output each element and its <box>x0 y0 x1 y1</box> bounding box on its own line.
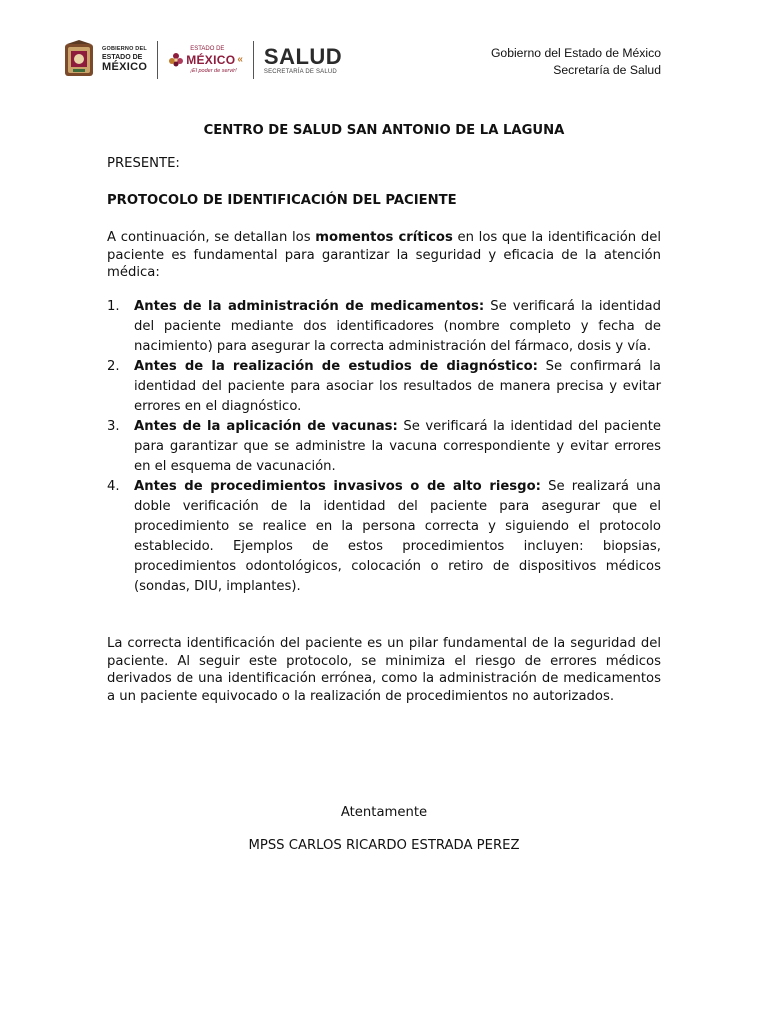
signer-name: MPSS CARLOS RICARDO ESTRADA PEREZ <box>248 838 520 853</box>
edomex-logo-line3: MÉXICO <box>102 60 148 73</box>
header-logos <box>62 38 342 82</box>
intro-text-before: A continuación, se detallan los <box>107 230 316 245</box>
list-item <box>107 357 661 417</box>
list-item-number: 1. <box>107 299 120 314</box>
estado-de-mexico-logo <box>168 46 243 75</box>
list-item-heading: Antes de procedimientos invasivos o de alto riesgo: <box>134 479 541 494</box>
salud-logo-title: SALUD <box>263 43 343 69</box>
protocol-title: PROTOCOLO DE IDENTIFICACIÓN DEL PACIENTE <box>107 193 457 208</box>
mexico-logo-line2: MÉXICO <box>186 52 236 67</box>
list-item-number: 3. <box>107 419 120 434</box>
government-heading <box>491 45 661 79</box>
list-item-number: 2. <box>107 359 120 374</box>
edomex-logo-line2: ESTADO DE <box>102 53 143 61</box>
greeting: PRESENTE: <box>107 156 180 171</box>
list-item-number: 4. <box>107 479 120 494</box>
list-item <box>107 297 661 357</box>
closing-paragraph: La correcta identificación del paciente es un pilar fundamental de la seguridad del paciente. Al seguir este protocolo, se minimiza el riesgo de errores médicos derivados de una identificación errónea, como la administración de medicamentos a un paciente equivocado o la realización de procedimientos no autorizados. <box>107 636 661 704</box>
intro-paragraph <box>107 229 661 282</box>
list-item-text: Se verificará la identidad del paciente para garantizar que se administre la vacuna correspondiente y evitar errores en el esquema de vacunación. <box>134 419 662 474</box>
chevron-ornament-icon: « <box>237 53 243 65</box>
salud-logo-subtitle: SECRETARÍA DE SALUD <box>263 68 337 75</box>
farewell: Atentamente <box>340 805 428 820</box>
logo-divider <box>253 41 254 79</box>
intro-text-after: en los que la identificación del paciente es fundamental para garantizar la seguridad y eficacia de la atención médica: <box>107 230 661 280</box>
mexico-logo-line1: ESTADO DE <box>190 45 225 52</box>
edomex-logo-text <box>102 47 147 73</box>
secretariat-line: Secretaría de Salud <box>553 63 661 77</box>
edomex-logo-line1: GOBIERNO DEL <box>102 46 147 53</box>
list-item-heading: Antes de la aplicación de vacunas: <box>134 419 398 434</box>
salud-logo <box>263 43 343 75</box>
flower-logo-icon <box>168 52 184 68</box>
list-item-heading: Antes de la realización de estudios de diagnóstico: <box>134 359 538 374</box>
intro-bold-text: momentos críticos <box>315 230 453 245</box>
logo-divider <box>157 41 158 79</box>
list-item-text: Se realizará una doble verificación de la identidad del paciente para asegurar que el procedimiento se realice en la persona correcta y siguiendo el protocolo establecido. Ejemplos de estos procedimientos incluyen: biopsias, procedimientos odontológicos, colocación o retiro de dispositivos médicos (sondas, DIU, implantes). <box>134 479 661 594</box>
government-line: Gobierno del Estado de México <box>490 46 661 60</box>
list-item <box>107 477 661 597</box>
critical-moments-list <box>107 297 661 597</box>
list-item <box>107 417 661 477</box>
list-item-text: Se confirmará la identidad del paciente para asociar los resultados de manera precisa y evitar errores en el diagnóstico. <box>134 359 661 414</box>
center-title: CENTRO DE SALUD SAN ANTONIO DE LA LAGUNA <box>203 123 565 138</box>
list-item-text: Se verificará la identidad del paciente mediante dos identificadores (nombre completo y fecha de nacimiento) para asegurar la correcta administración del fármaco, dosis y vía. <box>134 299 662 354</box>
state-seal-icon <box>62 40 96 80</box>
mexico-logo-tagline: ¡El poder de servir! <box>190 67 237 74</box>
list-item-heading: Antes de la administración de medicamentos: <box>134 299 485 314</box>
